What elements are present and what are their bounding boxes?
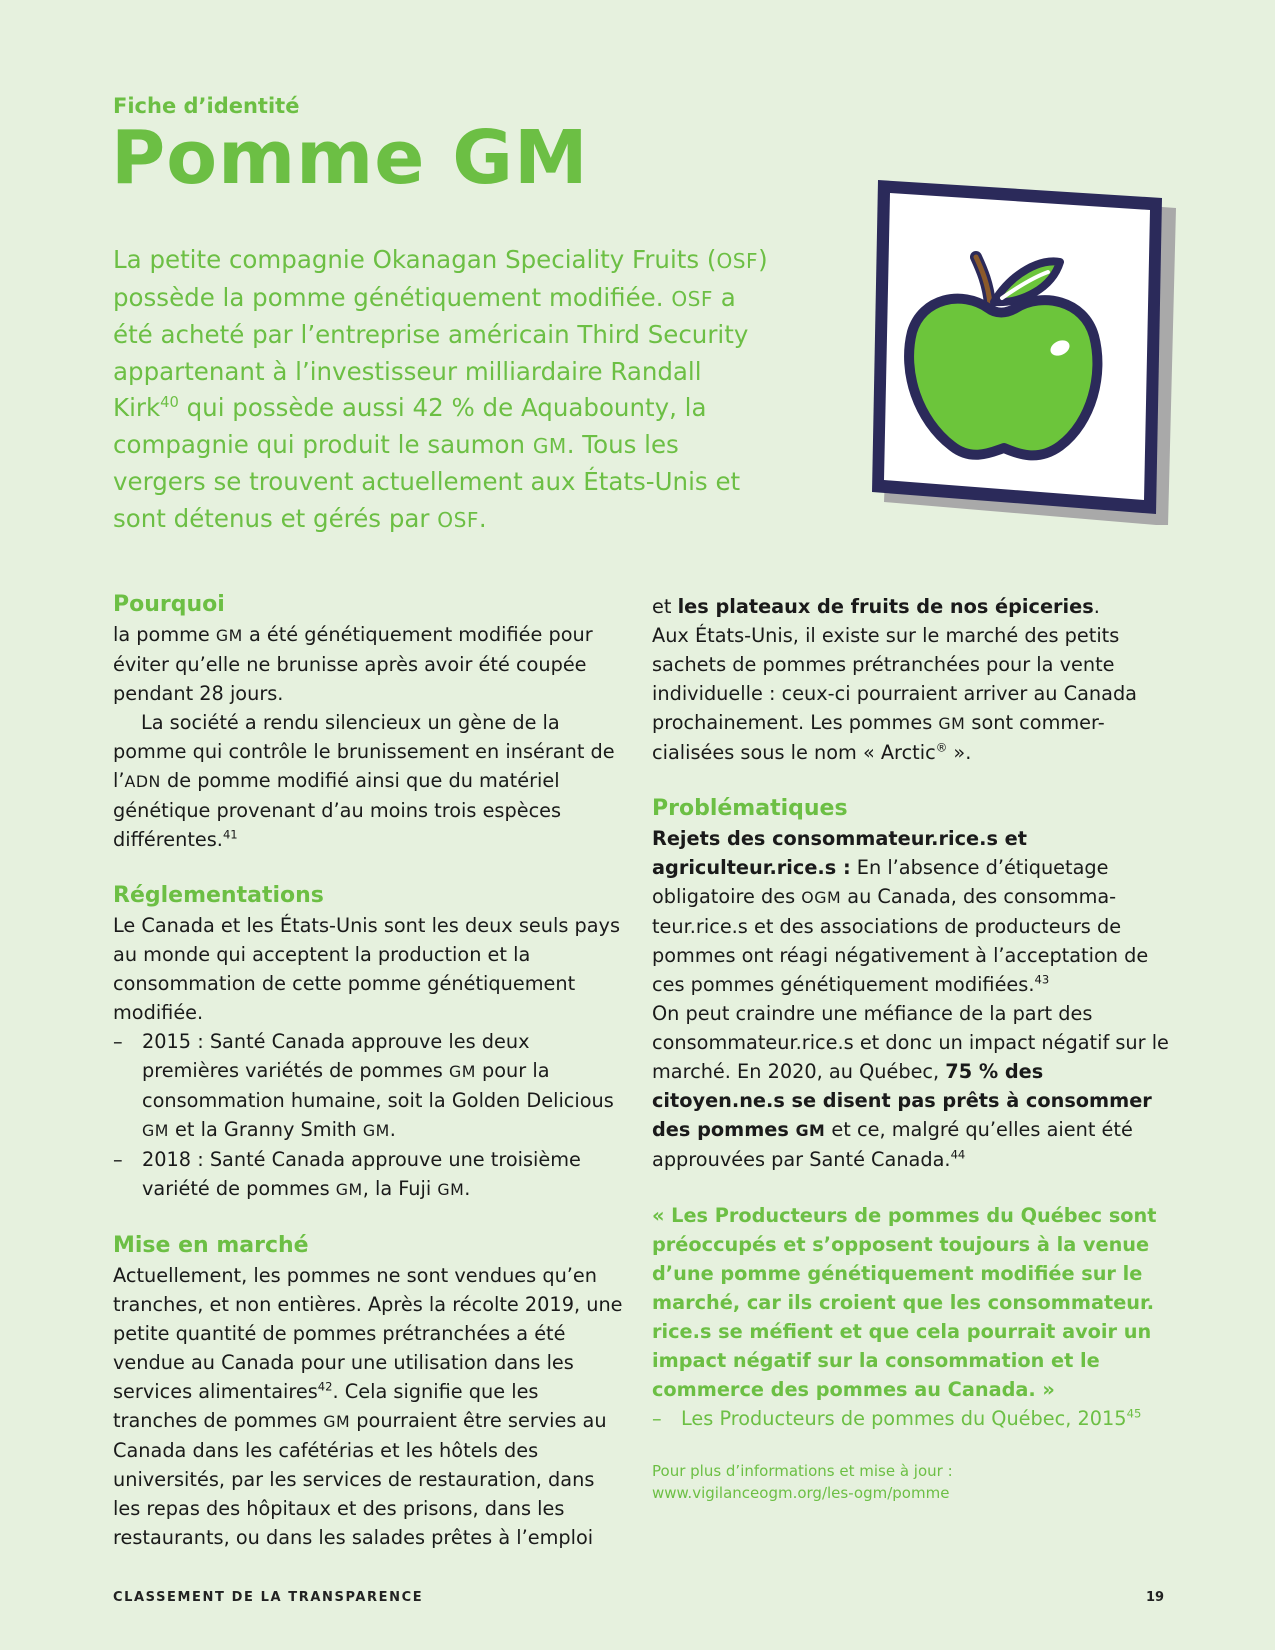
quote-source: [652, 1404, 1172, 1433]
more-info: [652, 1460, 1172, 1504]
pull-quote: « Les Producteurs de pommes du Québec sont préoccupés et s’opposent toujours à la venue d’une pomme génétiquement modifiée sur le marché, car ils croient que les consommateur. rice.s se méfient et que cela pourrait avoir un impact négatif sur la consommation et le commerce des pommes au Canada. »: [652, 1204, 1157, 1401]
apple-illustration: [872, 180, 1192, 525]
intro-paragraph: La petite compagnie Okanagan Speciality Fruits (OSF) possède la pomme génétiquement modifiée. OSF a été acheté par l’entreprise américain Third Security appartenant à l’investisseur milliardaire Randall Kirk$^{40}$ qui possède aussi 42 % de Aquabounty, la compagnie qui produit le saumon GM. Tous les vergers se trouvent actuellement aux États-Unis et sont détenus et gérés par OSF.: [113, 245, 768, 533]
quote-source-item: – Les Producteurs de pommes du Québec, 2015$^{45}$: [652, 1404, 1172, 1433]
more-info-label: Pour plus d’informations et mise à jour :: [652, 1462, 953, 1480]
problematiques-paragraph-2: On peut craindre une méfiance de la part des consommateur.rice.s et donc un impact négatif sur le marché. En 2020, au Québec, 75 % des citoyen.ne.s se disent pas prêts à consommer des pommes GM et ce, malgré qu’elles aient été approuvées par Santé Canada.$^{44}$: [652, 1002, 1169, 1171]
heading-problematiques: Problématiques: [652, 796, 848, 821]
footer-label: CLASSEMENT DE LA TRANSPARENCE: [113, 1590, 424, 1605]
eyebrow: Fiche d’identité: [113, 94, 300, 118]
list-item: – 2018 : Santé Canada approuve une troisième variété de pommes GM, la Fuji GM.: [113, 1145, 623, 1204]
more-info-link[interactable]: www.vigilanceogm.org/les-ogm/pomme: [652, 1484, 950, 1502]
marche-paragraph: Actuellement, les pommes ne sont vendues qu’en tranches, et non entières. Après la récolte 2019, une petite quantité de pommes prétranchées a été vendue au Canada pour une utilisation dans les services alimentaires$^{42}$. Cela signifie que les tranches de pommes GM pourraient être servies au Canada dans les cafétérias et les hôtels des universités, par les services de restauration, dans les repas des hôpitaux et des prisons, dans les restaurants, ou dans les salades prêtes à l’emploi: [113, 1264, 623, 1549]
heading-pourquoi: Pourquoi: [113, 592, 225, 617]
heading-reglementations: Réglementations: [113, 883, 324, 908]
reglementations-paragraph: Le Canada et les États-Unis sont les deux seuls pays au monde qui acceptent la production et la consommation de cette pomme génétiquement modifiée.: [113, 914, 620, 1024]
list-item: – 2015 : Santé Canada approuve les deux premières variétés de pommes GM pour la consommation humaine, soit la Golden Delicious GM et la Granny Smith GM.: [113, 1027, 623, 1145]
page-title: Pomme GM: [111, 115, 589, 201]
problematiques-paragraph-1: Rejets des consommateur.rice.s et agriculteur.rice.s : En l’absence d’étiquetage obligatoire des OGM au Canada, des consomma-teur.rice.s et des associations de producteurs de pommes ont réagi négativement à l’acceptation de ces pommes génétiquement modifiées.$^{43}$: [652, 827, 1149, 996]
pourquoi-paragraph-2: La société a rendu silencieux un gène de la pomme qui contrôle le brunissement en insérant de l’ADN de pomme modifié ainsi que du matériel génétique provenant d’au moins trois espèces différentes.$^{41}$: [113, 711, 615, 851]
continuation-line: et les plateaux de fruits de nos épiceries.: [652, 595, 1100, 618]
heading-mise-en-marche: Mise en marché: [113, 1233, 309, 1258]
reglementations-list: [113, 1027, 623, 1204]
continuation-paragraph: Aux États-Unis, il existe sur le marché des petits sachets de pommes prétranchées pour la vente individuelle : ceux-ci pourraient arriver au Canada prochainement. Les pommes GM sont commer-cialisées sous le nom « Arctic® ».: [652, 624, 1137, 764]
page-number: 19: [1146, 1590, 1165, 1605]
right-column: [652, 592, 1172, 1504]
left-column: [113, 590, 623, 1552]
pourquoi-paragraph-1: la pomme GM a été génétiquement modifiée pour éviter qu’elle ne brunisse après avoir été coupée pendant 28 jours.: [113, 623, 593, 705]
